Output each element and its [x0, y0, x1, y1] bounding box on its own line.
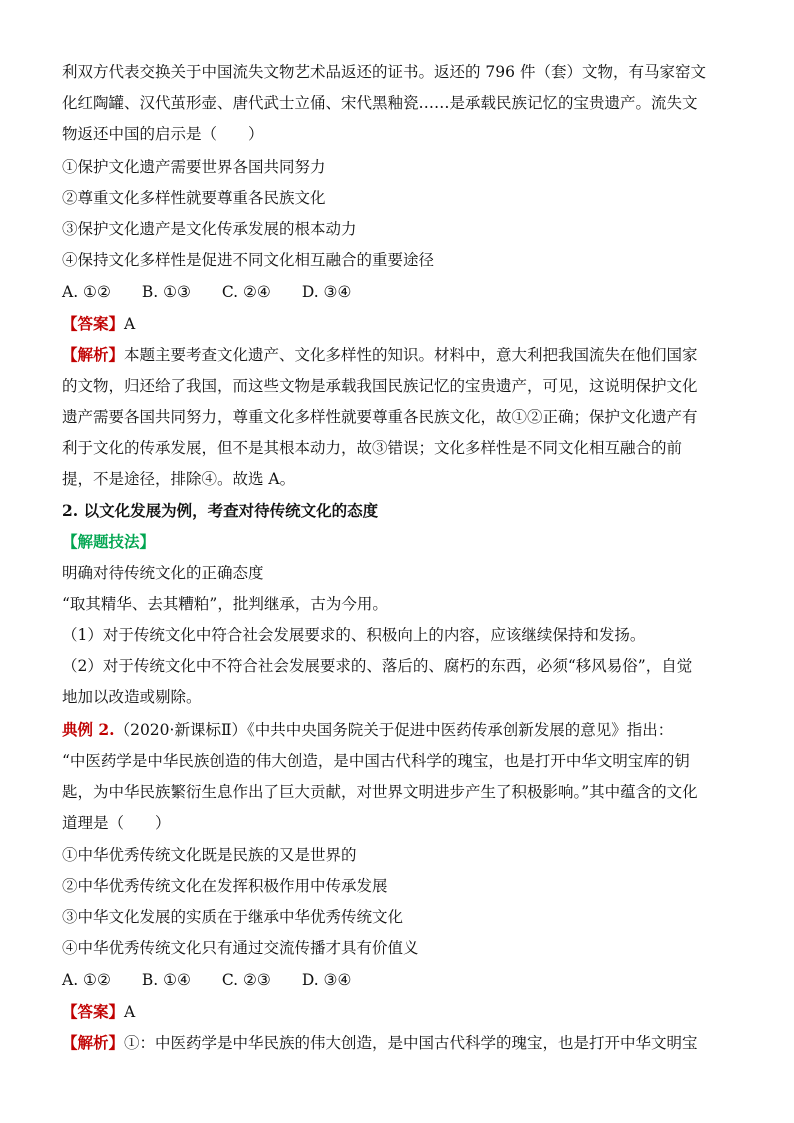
- tips-line-5: 地加以改造或剔除。: [62, 688, 202, 706]
- question2-line-3: 匙，为中华民族繁衍生息作出了巨大贡献，对世界文明进步产生了积极影响。”其中蕴含的文化: [62, 783, 698, 801]
- question1-option-2: ②尊重文化多样性就要尊重各民族文化: [62, 189, 326, 207]
- question1-analysis-line-4: 利于文化的传承发展，但不是其根本动力，故③错误；文化多样性是不同文化相互融合的前: [62, 439, 683, 457]
- question2-source: （2020·新课标Ⅱ）《中共中央国务院关于促进中医药传承创新发展的意见》指出：: [114, 721, 674, 739]
- question1-line-2: 化红陶罐、汉代茧形壶、唐代武士立俑、宋代黑釉瓷……是承载民族记忆的宝贵遗产。流失文: [62, 94, 698, 112]
- analysis-tag: 【解析】: [62, 345, 125, 364]
- analysis-text: ①：中医药学是中华民族的伟大创造，是中国古代科学的瑰宝，也是打开中华文明宝: [124, 1034, 698, 1052]
- section2-heading: 2. 以文化发展为例，考查对待传统文化的态度: [62, 501, 379, 520]
- answer-tag: 【答案】: [62, 314, 125, 333]
- question2-answer: [62, 1002, 135, 1022]
- tips-tag: 【解题技法】: [62, 532, 156, 551]
- question2-first-line: [62, 720, 673, 740]
- question1-analysis-line-5: 提，不是途径，排除④。故选 A。: [62, 470, 296, 488]
- question1-option-3: ③保护文化遗产是文化传承发展的根本动力: [62, 220, 357, 238]
- question1-analysis-first: [62, 345, 698, 365]
- question1-answer: [62, 314, 135, 334]
- question2-analysis-first: [62, 1033, 698, 1053]
- answer-value: A: [124, 1003, 136, 1021]
- question1-option-1: ①保护文化遗产需要世界各国共同努力: [62, 158, 326, 176]
- analysis-tag: 【解析】: [62, 1033, 125, 1052]
- question2-option-2: ②中华优秀传统文化在发挥积极作用中传承发展: [62, 877, 388, 895]
- question2-line-4: 道理是（ ）: [62, 814, 171, 832]
- question2-option-3: ③中华文化发展的实质在于继承中华优秀传统文化: [62, 908, 404, 926]
- answer-tag: 【答案】: [62, 1002, 125, 1021]
- answer-value: A: [124, 315, 136, 333]
- tips-line-4: （2）对于传统文化中不符合社会发展要求的、落后的、腐朽的东西，必须“移风易俗”，自觉: [62, 657, 693, 675]
- question1-analysis-line-2: 的文物，归还给了我国，而这些文物是承载我国民族记忆的宝贵遗产，可见，这说明保护文化: [62, 377, 698, 395]
- tips-line-1: 明确对待传统文化的正确态度: [62, 564, 264, 582]
- question1-option-4: ④保持文化多样性是促进不同文化相互融合的重要途径: [62, 251, 435, 269]
- question1-line-1: 利双方代表交换关于中国流失文物艺术品返还的证书。返还的 796 件（套）文物，有马家窑文: [62, 63, 706, 81]
- question2-line-2: “中医药学是中华民族创造的伟大创造，是中国古代科学的瑰宝，也是打开中华文明宝库的钥: [62, 752, 690, 770]
- question2-choices: A. ①② B. ①④ C. ②③ D. ③④: [62, 971, 352, 989]
- tips-line-3: （1）对于传统文化中符合社会发展要求的、积极向上的内容，应该继续保持和发扬。: [62, 626, 646, 644]
- analysis-text: 本题主要考查文化遗产、文化多样性的知识。材料中，意大利把我国流失在他们国家: [124, 346, 698, 364]
- tips-line-2: “取其精华、去其糟粕”，批判继承，古为今用。: [62, 595, 388, 613]
- question1-analysis-line-3: 遗产需要各国共同努力，尊重文化多样性就要尊重各民族文化，故①②正确；保护文化遗产有: [62, 408, 698, 426]
- question2-option-4: ④中华优秀传统文化只有通过交流传播才具有价值义: [62, 939, 419, 957]
- example-tag: 典例 2.: [62, 720, 115, 739]
- question1-choices: A. ①② B. ①③ C. ②④ D. ③④: [62, 283, 352, 301]
- question2-option-1: ①中华优秀传统文化既是民族的又是世界的: [62, 846, 357, 864]
- question1-line-3: 物返还中国的启示是（ ）: [62, 125, 264, 143]
